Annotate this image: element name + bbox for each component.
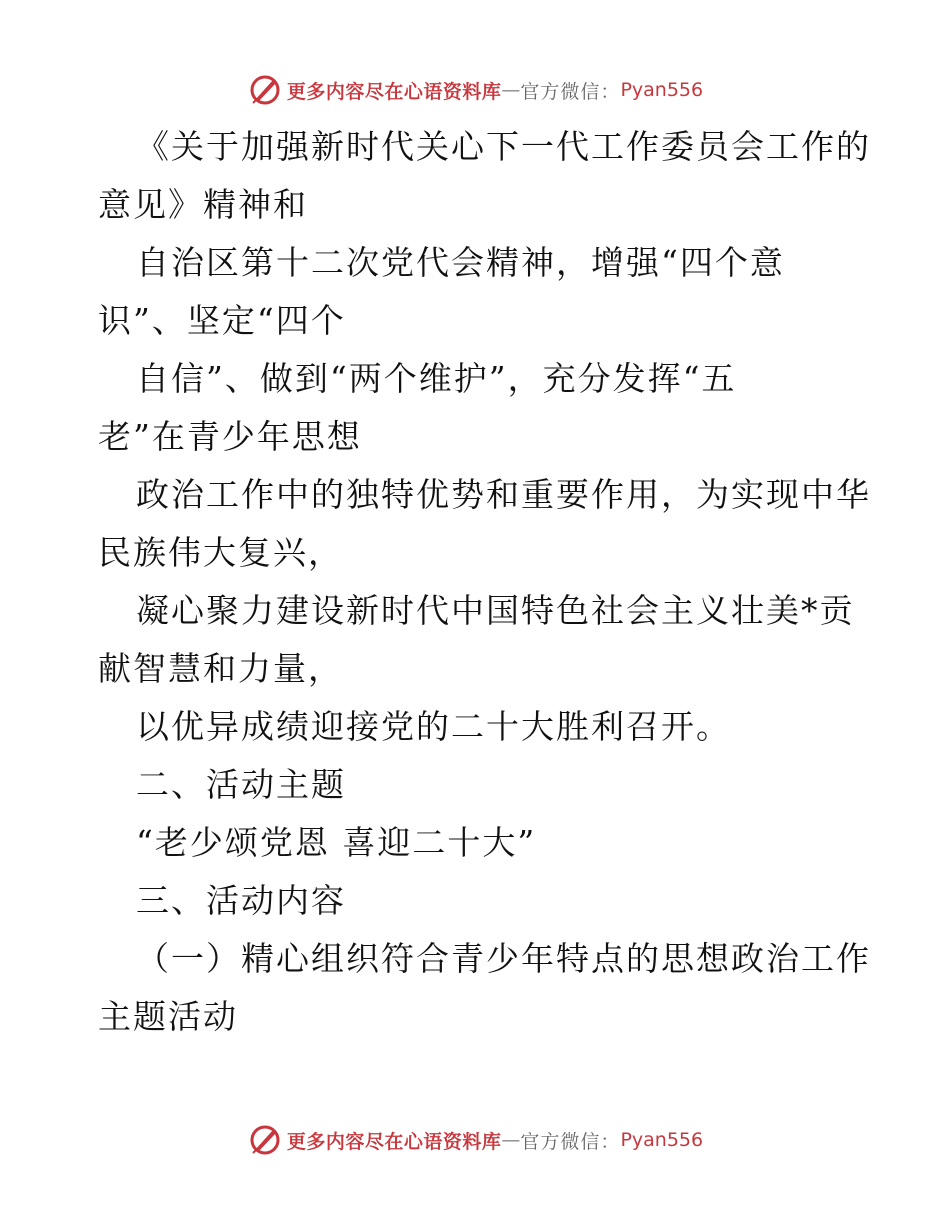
watermark-main-text: 更多内容尽在心语资料库 [286,80,502,103]
header-watermark [0,70,950,110]
body-line: 识”、坚定“四个 [98,301,346,340]
body-line: 自治区第十二次党代会精神，增强“四个意 [136,243,785,282]
body-line: 献智慧和力量， [98,649,343,688]
body-line: 《关于加强新时代关心下一代工作委员会工作的 [136,127,871,166]
body-line: 凝心聚力建设新时代中国特色社会主义壮美*贡 [136,591,855,630]
section-heading: 三、活动内容 [136,881,346,920]
section-heading: 二、活动主题 [136,765,346,804]
quill-pen-logo-icon [247,1122,283,1158]
watermark-label: 官方微信： [520,80,621,103]
document-body [98,118,871,1046]
watermark-dash: — [501,79,521,101]
body-line: 民族伟大复兴， [98,533,343,572]
body-line: 政治工作中的独特优势和重要作用，为实现中华 [136,475,871,514]
body-line: 老”在青少年思想 [98,417,362,456]
body-line: 主题活动 [98,997,238,1036]
body-line: 意见》精神和 [98,185,308,224]
watermark-id: Pyan556 [620,1129,704,1151]
body-line: 自信”、做到“两个维护”，充分发挥“五 [136,359,737,398]
watermark-dash: — [501,1129,521,1151]
quill-pen-logo-icon [247,72,283,108]
watermark-label: 官方微信： [520,1130,621,1153]
body-line: 以优异成绩迎接党的二十大胜利召开。 [136,707,731,746]
watermark-id: Pyan556 [620,79,704,101]
theme-line: “老少颂党恩 喜迎二十大” [136,823,537,862]
watermark-main-text: 更多内容尽在心语资料库 [286,1130,502,1153]
subsection-heading: （一）精心组织符合青少年特点的思想政治工作 [136,939,871,978]
footer-watermark [0,1120,950,1160]
